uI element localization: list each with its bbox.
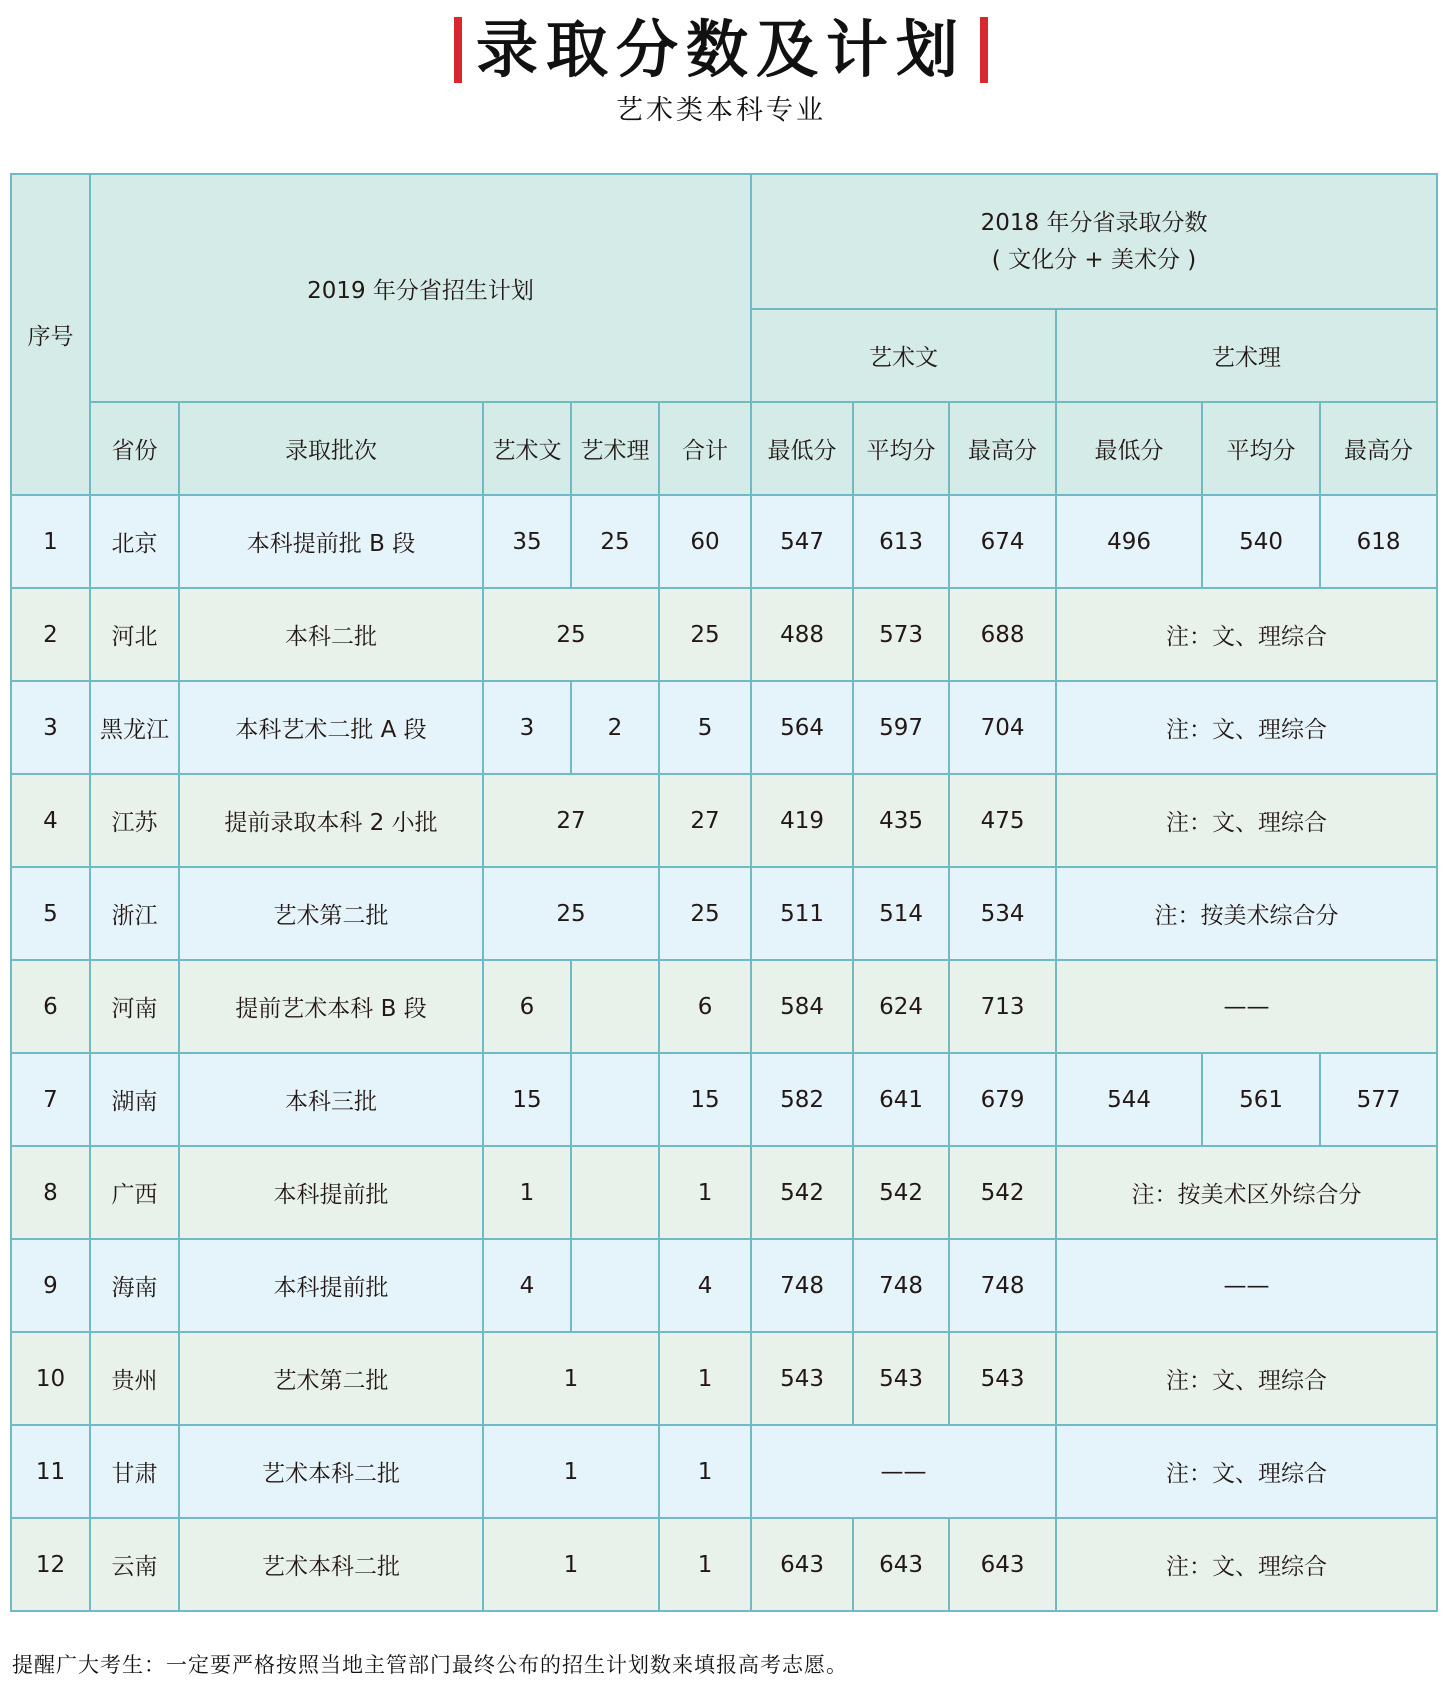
row-wen-max: 475 (949, 774, 1056, 867)
row-plan-combined: 1 (483, 1518, 659, 1611)
row-wen-max: 679 (949, 1053, 1056, 1146)
row-province: 湖南 (90, 1053, 179, 1146)
table-row (11, 1425, 1437, 1518)
header-score-group (751, 174, 1437, 309)
row-li-avg: 561 (1202, 1053, 1320, 1146)
row-wen-max: 534 (949, 867, 1056, 960)
title-left-bar (454, 17, 462, 83)
row-batch: 本科艺术二批 A 段 (179, 681, 483, 774)
row-province: 河南 (90, 960, 179, 1053)
row-wen-max: 643 (949, 1518, 1056, 1611)
row-wen-avg: 543 (853, 1332, 949, 1425)
row-plan-li (571, 1146, 659, 1239)
row-wen-avg: 641 (853, 1053, 949, 1146)
row-index: 3 (11, 681, 90, 774)
header-batch: 录取批次 (179, 402, 483, 495)
row-index: 2 (11, 588, 90, 681)
row-plan-wen: 6 (483, 960, 571, 1053)
row-wen-avg: 597 (853, 681, 949, 774)
row-wen-avg: 613 (853, 495, 949, 588)
row-wen-avg: 748 (853, 1239, 949, 1332)
row-index: 1 (11, 495, 90, 588)
row-wen-min: 584 (751, 960, 853, 1053)
row-wen-min: 643 (751, 1518, 853, 1611)
row-batch: 本科提前批 (179, 1146, 483, 1239)
row-batch: 艺术第二批 (179, 1332, 483, 1425)
row-index: 7 (11, 1053, 90, 1146)
row-wen-avg: 514 (853, 867, 949, 960)
row-plan-wen: 3 (483, 681, 571, 774)
header-li-max: 最高分 (1320, 402, 1437, 495)
row-plan-total: 1 (659, 1146, 751, 1239)
row-li-max: 577 (1320, 1053, 1437, 1146)
row-li-max: 618 (1320, 495, 1437, 588)
row-note: —— (1056, 1239, 1437, 1332)
row-province: 海南 (90, 1239, 179, 1332)
row-index: 5 (11, 867, 90, 960)
row-plan-total: 4 (659, 1239, 751, 1332)
table-row (11, 1239, 1437, 1332)
row-li-min: 544 (1056, 1053, 1202, 1146)
row-batch: 提前录取本科 2 小批 (179, 774, 483, 867)
row-score-note: —— (751, 1425, 1056, 1518)
row-note: 注：文、理综合 (1056, 1425, 1437, 1518)
header-li-min: 最低分 (1056, 402, 1202, 495)
row-wen-max: 542 (949, 1146, 1056, 1239)
table-row (11, 681, 1437, 774)
row-province: 河北 (90, 588, 179, 681)
title-area (0, 0, 1442, 100)
header-wen-avg: 平均分 (853, 402, 949, 495)
row-plan-total: 27 (659, 774, 751, 867)
row-province: 甘肃 (90, 1425, 179, 1518)
row-index: 10 (11, 1332, 90, 1425)
row-wen-max: 688 (949, 588, 1056, 681)
row-plan-combined: 1 (483, 1332, 659, 1425)
header-wen-min: 最低分 (751, 402, 853, 495)
title-right-bar (980, 17, 988, 83)
row-plan-total: 5 (659, 681, 751, 774)
row-wen-min: 542 (751, 1146, 853, 1239)
header-row-1 (11, 174, 1437, 309)
row-batch: 本科三批 (179, 1053, 483, 1146)
row-plan-total: 1 (659, 1332, 751, 1425)
row-plan-li: 2 (571, 681, 659, 774)
row-wen-avg: 624 (853, 960, 949, 1053)
page-subtitle: 艺术类本科专业 (616, 95, 826, 126)
row-batch: 本科提前批 B 段 (179, 495, 483, 588)
row-province: 云南 (90, 1518, 179, 1611)
row-wen-min: 582 (751, 1053, 853, 1146)
row-note: 注：文、理综合 (1056, 681, 1437, 774)
admission-table (10, 173, 1438, 1612)
page-title: 录取分数及计划 (475, 13, 966, 86)
row-plan-combined: 25 (483, 588, 659, 681)
row-index: 11 (11, 1425, 90, 1518)
row-wen-min: 419 (751, 774, 853, 867)
row-plan-wen: 35 (483, 495, 571, 588)
row-li-min: 496 (1056, 495, 1202, 588)
row-wen-avg: 435 (853, 774, 949, 867)
row-plan-total: 6 (659, 960, 751, 1053)
row-wen-max: 704 (949, 681, 1056, 774)
table-row (11, 960, 1437, 1053)
header-art-science: 艺术理 (1056, 309, 1437, 402)
header-score-line2: ( 文化分 + 美术分 ) (991, 246, 1197, 273)
header-plan-wen: 艺术文 (483, 402, 571, 495)
header-index: 序号 (11, 174, 90, 495)
header-province: 省份 (90, 402, 179, 495)
row-wen-min: 547 (751, 495, 853, 588)
row-batch: 艺术本科二批 (179, 1425, 483, 1518)
row-plan-total: 1 (659, 1518, 751, 1611)
row-wen-avg: 573 (853, 588, 949, 681)
row-note: 注：文、理综合 (1056, 588, 1437, 681)
row-plan-li (571, 1239, 659, 1332)
row-plan-total: 1 (659, 1425, 751, 1518)
header-score-line1: 2018 年分省录取分数 (980, 209, 1208, 236)
row-note: 注：文、理综合 (1056, 1332, 1437, 1425)
row-plan-combined: 25 (483, 867, 659, 960)
row-batch: 提前艺术本科 B 段 (179, 960, 483, 1053)
row-plan-combined: 27 (483, 774, 659, 867)
row-plan-total: 25 (659, 867, 751, 960)
header-plan-total: 合计 (659, 402, 751, 495)
row-note: —— (1056, 960, 1437, 1053)
row-note: 注：文、理综合 (1056, 1518, 1437, 1611)
row-province: 江苏 (90, 774, 179, 867)
row-wen-avg: 643 (853, 1518, 949, 1611)
table-row (11, 1518, 1437, 1611)
row-batch: 艺术第二批 (179, 867, 483, 960)
row-wen-min: 564 (751, 681, 853, 774)
row-index: 9 (11, 1239, 90, 1332)
row-plan-wen: 15 (483, 1053, 571, 1146)
row-note: 注：按美术综合分 (1056, 867, 1437, 960)
table-row (11, 1053, 1437, 1146)
row-province: 贵州 (90, 1332, 179, 1425)
row-wen-min: 488 (751, 588, 853, 681)
header-plan-group: 2019 年分省招生计划 (90, 174, 751, 402)
table-row (11, 1332, 1437, 1425)
row-batch: 本科二批 (179, 588, 483, 681)
row-index: 8 (11, 1146, 90, 1239)
row-wen-min: 543 (751, 1332, 853, 1425)
table-row (11, 867, 1437, 960)
row-plan-li (571, 1053, 659, 1146)
table-row (11, 774, 1437, 867)
row-province: 广西 (90, 1146, 179, 1239)
row-batch: 本科提前批 (179, 1239, 483, 1332)
row-province: 北京 (90, 495, 179, 588)
row-plan-total: 60 (659, 495, 751, 588)
table-row (11, 1146, 1437, 1239)
row-plan-li (571, 960, 659, 1053)
row-index: 6 (11, 960, 90, 1053)
row-index: 4 (11, 774, 90, 867)
row-wen-max: 543 (949, 1332, 1056, 1425)
row-wen-max: 674 (949, 495, 1056, 588)
row-wen-avg: 542 (853, 1146, 949, 1239)
row-plan-total: 15 (659, 1053, 751, 1146)
header-li-avg: 平均分 (1202, 402, 1320, 495)
header-plan-li: 艺术理 (571, 402, 659, 495)
header-row-3 (11, 402, 1437, 495)
table-row (11, 588, 1437, 681)
row-wen-min: 748 (751, 1239, 853, 1332)
row-wen-max: 713 (949, 960, 1056, 1053)
row-index: 12 (11, 1518, 90, 1611)
row-plan-combined: 1 (483, 1425, 659, 1518)
row-wen-max: 748 (949, 1239, 1056, 1332)
row-batch: 艺术本科二批 (179, 1518, 483, 1611)
row-plan-wen: 1 (483, 1146, 571, 1239)
row-wen-min: 511 (751, 867, 853, 960)
table-row (11, 495, 1437, 588)
row-province: 浙江 (90, 867, 179, 960)
row-province: 黑龙江 (90, 681, 179, 774)
row-note: 注：按美术区外综合分 (1056, 1146, 1437, 1239)
row-plan-total: 25 (659, 588, 751, 681)
footer-reminder: 提醒广大考生：一定要严格按照当地主管部门最终公布的招生计划数来填报高考志愿。 (12, 1653, 848, 1677)
row-plan-wen: 4 (483, 1239, 571, 1332)
row-li-avg: 540 (1202, 495, 1320, 588)
header-wen-max: 最高分 (949, 402, 1056, 495)
row-note: 注：文、理综合 (1056, 774, 1437, 867)
header-art-liberal: 艺术文 (751, 309, 1056, 402)
row-plan-li: 25 (571, 495, 659, 588)
